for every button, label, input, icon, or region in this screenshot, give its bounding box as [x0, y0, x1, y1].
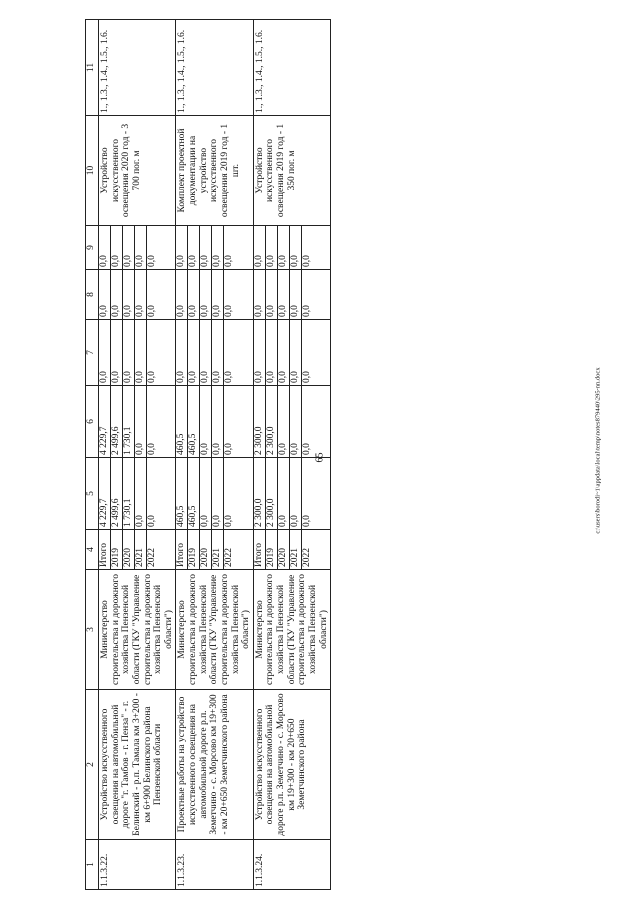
total-funding-value: 0,0: [135, 458, 147, 529]
regional-budget-value: 0,0: [135, 386, 147, 457]
federal-budget-value: 0,0: [224, 371, 235, 383]
column-header: 10: [86, 116, 99, 226]
total-funding-value: 0,0: [301, 515, 312, 527]
year-list-value: 2019: [265, 530, 277, 569]
other-sources-value: 0,0: [188, 226, 200, 269]
local-budget-value: 0,0: [224, 305, 235, 317]
year-list-value: 2021: [212, 530, 224, 569]
local-budget-value: 0,0: [212, 270, 224, 319]
total-funding-value: 0,0: [277, 458, 289, 529]
year-list-value: 2020: [200, 530, 212, 569]
column-header: 3: [86, 570, 99, 690]
table-row: [99, 20, 176, 890]
federal-budget: [99, 320, 176, 386]
year-list: [176, 530, 253, 570]
federal-budget-value: 0,0: [123, 320, 135, 385]
total-funding-value: 1 730,1: [123, 458, 135, 529]
regional-budget: [253, 386, 330, 458]
federal-budget-value: 0,0: [265, 320, 277, 385]
indicator-links: 1., 1.3., 1.4., 1.5., 1.6.: [99, 20, 176, 116]
regional-budget-value: 0,0: [277, 386, 289, 457]
column-header: 8: [86, 270, 99, 320]
total-funding-value: 0,0: [147, 515, 157, 527]
year-list-value: 2019: [111, 530, 123, 569]
column-header: 5: [86, 458, 99, 530]
year-list-value: 2021: [135, 530, 147, 569]
federal-budget: [176, 320, 253, 386]
regional-budget-value: 4 229,7: [99, 386, 111, 457]
federal-budget-value: 0,0: [99, 320, 111, 385]
file-path-footer: c:\users\borodi~1\appdata\local\temp\notes879440\295-nn.docx: [594, 367, 602, 534]
total-funding-value: 0,0: [200, 458, 212, 529]
year-list-value: 2019: [188, 530, 200, 569]
total-funding-value: 0,0: [289, 458, 301, 529]
other-sources-value: 0,0: [176, 226, 188, 269]
total-funding-value: 460,5: [176, 458, 188, 529]
expected-result: Устройство искусственного освещения 2019 год - 1 350 пог. м: [253, 116, 330, 226]
other-sources-value: 0,0: [123, 226, 135, 269]
column-header: 11: [86, 20, 99, 116]
year-list: [253, 530, 330, 570]
local-budget: [99, 270, 176, 320]
other-sources: [253, 226, 330, 270]
year-list-value: Итого: [176, 530, 188, 569]
regional-budget-value: 0,0: [224, 443, 235, 455]
local-budget-value: 0,0: [188, 270, 200, 319]
regional-budget-value: 2 300,0: [254, 386, 266, 457]
executor: Министерство строительства и дорожного хозяйства Пензенской области (ГКУ "Управление строительства и дорожного хозяйства Пензенской области"): [253, 570, 330, 690]
column-number-row: [86, 20, 99, 890]
rotated-table-container: [85, 20, 557, 890]
regional-budget-value: 460,5: [188, 386, 200, 457]
total-funding-value: 4 229,7: [99, 458, 111, 529]
year-list-value: 2022: [224, 548, 235, 567]
total-funding-value: 2 300,0: [265, 458, 277, 529]
regional-budget: [99, 386, 176, 458]
column-header: 1: [86, 840, 99, 890]
local-budget-value: 0,0: [277, 270, 289, 319]
executor: Министерство строительства и дорожного хозяйства Пензенской области (ГКУ "Управление строительства и дорожного хозяйства Пензенской области"): [176, 570, 253, 690]
regional-budget-value: 0,0: [301, 443, 312, 455]
measure-name: Устройство искусственного освещения на автомобильной дороге р.п. Земетчино - с. Морсово км 19+300 - км 20+650 Земетчинского района: [253, 690, 330, 840]
federal-budget-value: 0,0: [277, 320, 289, 385]
local-budget-value: 0,0: [147, 305, 157, 317]
total-funding-value: 2 300,0: [254, 458, 266, 529]
year-list-value: 2021: [289, 530, 301, 569]
regional-budget-value: 0,0: [212, 386, 224, 457]
table-row: [176, 20, 253, 890]
other-sources-value: 0,0: [277, 226, 289, 269]
indicator-links: 1., 1.3., 1.4., 1.5., 1.6.: [253, 20, 330, 116]
year-list-value: 2020: [123, 530, 135, 569]
year-list-value: 2020: [277, 530, 289, 569]
year-list-value: 2022: [301, 548, 312, 567]
federal-budget-value: 0,0: [289, 320, 301, 385]
local-budget-value: 0,0: [176, 270, 188, 319]
local-budget-value: 0,0: [265, 270, 277, 319]
regional-budget-value: 2 300,0: [265, 386, 277, 457]
federal-budget-value: 0,0: [200, 320, 212, 385]
local-budget-value: 0,0: [99, 270, 111, 319]
regional-budget-value: 0,0: [200, 386, 212, 457]
other-sources-value: 0,0: [289, 226, 301, 269]
other-sources-value: 0,0: [212, 226, 224, 269]
local-budget-value: 0,0: [254, 270, 266, 319]
federal-budget: [253, 320, 330, 386]
local-budget-value: 0,0: [111, 270, 123, 319]
total-funding-value: 2 499,6: [111, 458, 123, 529]
column-header: 4: [86, 530, 99, 570]
regional-budget-value: 460,5: [176, 386, 188, 457]
other-sources-value: 0,0: [99, 226, 111, 269]
total-funding: [176, 458, 253, 530]
other-sources-value: 0,0: [265, 226, 277, 269]
total-funding-value: 460,5: [188, 458, 200, 529]
year-list-value: 2022: [147, 548, 157, 567]
local-budget-value: 0,0: [289, 270, 301, 319]
program-table: [85, 19, 331, 890]
local-budget: [176, 270, 253, 320]
table-row: [253, 20, 330, 890]
other-sources: [99, 226, 176, 270]
local-budget-value: 0,0: [123, 270, 135, 319]
total-funding-value: 0,0: [224, 515, 235, 527]
item-number: 1.1.3.22.: [99, 840, 176, 890]
item-number: 1.1.3.23.: [176, 840, 253, 890]
federal-budget-value: 0,0: [301, 371, 312, 383]
item-number: 1.1.3.24.: [253, 840, 330, 890]
column-header: 6: [86, 386, 99, 458]
federal-budget-value: 0,0: [111, 320, 123, 385]
column-header: 2: [86, 690, 99, 840]
total-funding: [99, 458, 176, 530]
other-sources-value: 0,0: [111, 226, 123, 269]
other-sources-value: 0,0: [224, 255, 235, 267]
other-sources-value: 0,0: [254, 226, 266, 269]
other-sources-value: 0,0: [147, 255, 157, 267]
other-sources-value: 0,0: [301, 255, 312, 267]
total-funding-value: 0,0: [212, 458, 224, 529]
executor: Министерство строительства и дорожного хозяйства Пензенской области (ГКУ "Управление строительства и дорожного хозяйства Пензенской области"): [99, 570, 176, 690]
local-budget: [253, 270, 330, 320]
local-budget-value: 0,0: [301, 305, 312, 317]
measure-name: Устройство искусственного освещения на автомобильной дороге "г. Тамбов - г. Пенза" - г. Белинский - р.п. Тамала км 3+200 - км 6+900 Белинского района Пензенской области: [99, 690, 176, 840]
column-header: 9: [86, 226, 99, 270]
column-header: 7: [86, 320, 99, 386]
local-budget-value: 0,0: [200, 270, 212, 319]
local-budget-value: 0,0: [135, 270, 147, 319]
federal-budget-value: 0,0: [176, 320, 188, 385]
regional-budget-value: 0,0: [289, 386, 301, 457]
expected-result: Комплект проектной документации на устройство искусственного освещения 2019 год - 1 шт.: [176, 116, 253, 226]
federal-budget-value: 0,0: [254, 320, 266, 385]
federal-budget-value: 0,0: [212, 320, 224, 385]
regional-budget-value: 0,0: [147, 443, 157, 455]
indicator-links: 1., 1.3., 1.4., 1.5., 1.6.: [176, 20, 253, 116]
total-funding: [253, 458, 330, 530]
regional-budget-value: 2 499,6: [111, 386, 123, 457]
federal-budget-value: 0,0: [147, 371, 157, 383]
federal-budget-value: 0,0: [188, 320, 200, 385]
federal-budget-value: 0,0: [135, 320, 147, 385]
regional-budget-value: 1 730,1: [123, 386, 135, 457]
year-list-value: Итого: [99, 530, 111, 569]
other-sources-value: 0,0: [135, 226, 147, 269]
measure-name: Проектные работы на устройство искусственного освещения на автомобильной дороге р.п. Земетчино - с. Морсово км 19+300 - км 20+650 Земетчинского района: [176, 690, 253, 840]
table-body: [99, 20, 331, 890]
other-sources-value: 0,0: [200, 226, 212, 269]
other-sources: [176, 226, 253, 270]
year-list-value: Итого: [254, 530, 266, 569]
year-list: [99, 530, 176, 570]
expected-result: Устройство искусственного освещения 2020 год - 3 700 пог. м: [99, 116, 176, 226]
regional-budget: [176, 386, 253, 458]
page-number: 65: [314, 452, 326, 463]
